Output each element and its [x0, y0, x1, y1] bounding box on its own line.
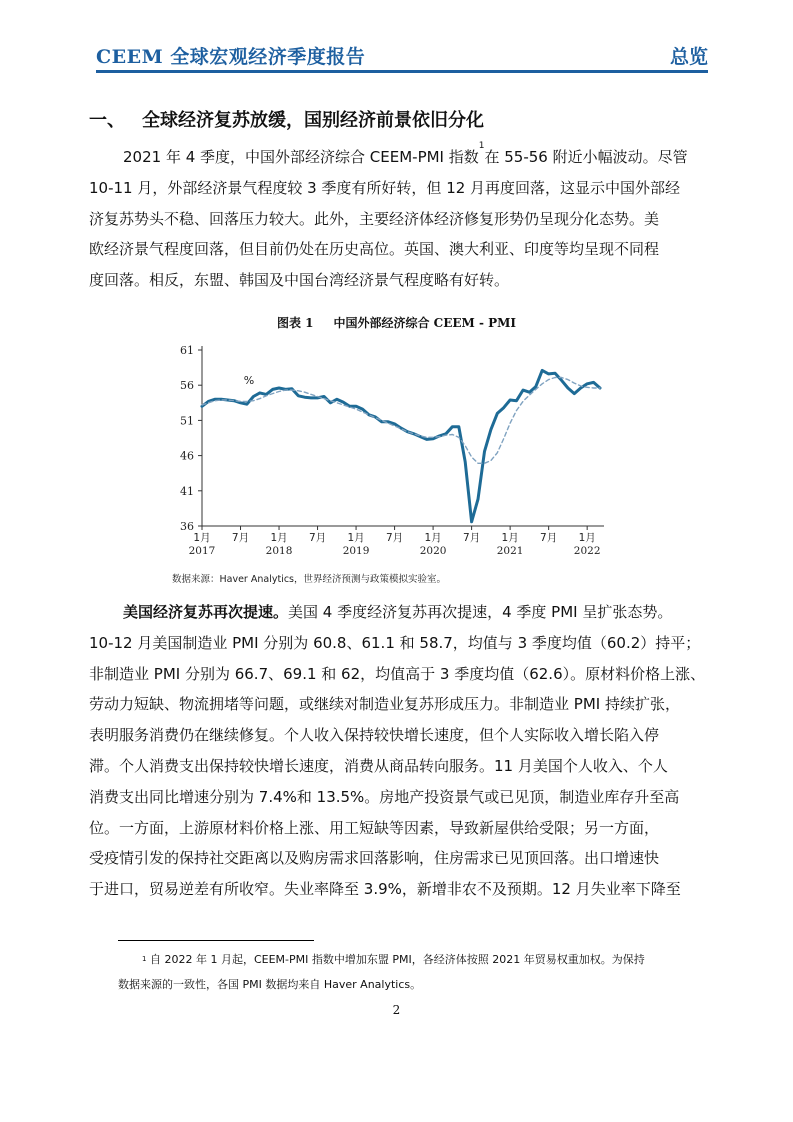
paragraph-line: 表明服务消费仍在继续修复。个人收入保持较快增长速度，但个人实际收入增长陷入停: [89, 726, 660, 745]
x-tick-month-label: 7月: [463, 532, 481, 544]
x-tick-month-label: 7月: [231, 532, 250, 544]
paragraph-line: 消费支出同比增速分别为 7.4%和 13.5%。房地产投资景气或已见顶，制造业库存升至高: [89, 787, 680, 806]
footnote-mark: 1: [142, 955, 147, 963]
y-tick-label: 41: [180, 484, 194, 498]
paragraph-line: 受疫情引发的保持社交距离以及购房需求回落影响，住房需求已见顶回落。出口增速快: [89, 849, 660, 868]
x-tick-month-label: 1月: [193, 532, 211, 544]
paragraph-line: 非制造业 PMI 分别为 66.7、69.1 和 62，均值高于 3 季度均值（62.6）。原材料价格上涨、: [89, 664, 706, 683]
lead-phrase: 美国经济复苏再次提速。: [123, 603, 289, 621]
figure-caption: [0, 314, 793, 331]
text-run: 在 55-56 附近小幅波动。尽管: [484, 148, 688, 166]
pmi-line-chart: [160, 334, 630, 566]
x-tick-month-label: 7月: [385, 532, 404, 544]
x-tick-year-label: 2022: [573, 545, 601, 557]
footnote-ref[interactable]: 1: [478, 141, 485, 151]
pmi-series-line: [202, 370, 600, 521]
x-tick-year-label: 2018: [265, 545, 293, 557]
x-tick-year-label: 2019: [342, 545, 370, 557]
paragraph-line: 10-11 月，外部经济景气程度较 3 季度有所好转，但 12 月再度回落，这显示中国外部经: [89, 178, 681, 197]
header-rule: [96, 70, 708, 73]
footnote-line: 数据来源的一致性，各国 PMI 数据均来自 Haver Analytics。: [118, 978, 422, 991]
paragraph-line: 位。一方面，上游原材料价格上涨、用工短缺等因素，导致新屋供给受限；另一方面，: [89, 818, 660, 837]
y-tick-label: 46: [180, 449, 194, 463]
x-tick-month-label: 7月: [540, 532, 558, 544]
chart-series: [202, 370, 600, 521]
footnote-line: [118, 947, 698, 972]
paragraph-1: [89, 142, 705, 296]
section-tag: 总览: [669, 46, 708, 68]
y-tick-label: 36: [180, 520, 194, 533]
paragraph-line: [89, 142, 705, 173]
text-run: 2021 年 4 季度，中国外部经济综合 CEEM-PMI 指数: [123, 148, 479, 166]
x-tick-year-label: 2020: [419, 545, 447, 557]
section-number: 一、: [89, 110, 125, 131]
footnote: [118, 947, 698, 997]
paragraph-line: 滞。个人消费支出保持较快增长速度，消费从商品转向服务。11 月美国个人收入、个人: [89, 756, 668, 775]
paragraph-line: 10-12 月美国制造业 PMI 分别为 60.8、61.1 和 58.7，均值与 3 季度均值（60.2）持平；: [89, 633, 701, 652]
figure-title: 中国外部经济综合 CEEM - PMI: [333, 316, 517, 330]
x-tick-month-label: 1月: [270, 532, 288, 544]
x-tick-month-label: 1月: [347, 532, 365, 544]
running-header: [96, 40, 708, 72]
footnote-rule: [118, 940, 314, 941]
x-tick-month-label: 7月: [308, 532, 327, 544]
unit-label: %: [243, 373, 255, 387]
paragraph-line: 欧经济景气程度回落，但目前仍处在历史高位。英国、澳大利亚、印度等均呈现不同程: [89, 240, 660, 259]
paragraph-line: 劳动力短缺、物流拥堵等问题，或继续对制造业复苏形成压力。非制造业 PMI 持续扩张，: [89, 695, 680, 714]
x-tick-month-label: 1月: [424, 532, 442, 544]
text-run: 美国 4 季度经济复苏再次提速，4 季度 PMI 呈扩张态势。: [288, 603, 673, 621]
report-title: CEEM 全球宏观经济季度报告: [96, 46, 366, 68]
paragraph-line: 于进口，贸易逆差有所收窄。失业率降至 3.9%，新增非农不及预期。12 月失业率下降至: [89, 880, 681, 899]
figure-source: 数据来源：Haver Analytics，世界经济预测与政策模拟实验室。: [172, 574, 446, 585]
x-tick-month-label: 1月: [501, 532, 519, 544]
x-tick-year-label: 2017: [188, 545, 216, 557]
paragraph-2: [89, 597, 705, 905]
section-title: 全球经济复苏放缓，国别经济前景依旧分化: [142, 110, 484, 131]
x-tick-month-label: 1月: [578, 532, 596, 544]
paragraph-line: 济复苏势头不稳、回落压力较大。此外，主要经济体经济修复形势仍呈现分化态势。美: [89, 209, 660, 228]
figure-label: 图表 1: [276, 316, 314, 330]
page-number: 2: [392, 1003, 401, 1017]
paragraph-line: [89, 597, 705, 628]
text-run: 自 2022 年 1 月起，CEEM-PMI 指数中增加东盟 PMI，各经济体按照 2021 年贸易权重加权。为保持: [149, 953, 645, 966]
y-tick-label: 61: [180, 344, 194, 357]
y-tick-label: 51: [180, 414, 194, 428]
paragraph-line: 度回落。相反，东盟、韩国及中国台湾经济景气程度略有好转。: [89, 271, 510, 290]
x-tick-year-label: 2021: [496, 545, 524, 557]
trend-series-line: [202, 378, 600, 464]
y-tick-label: 56: [180, 379, 194, 393]
section-heading: [89, 106, 484, 132]
